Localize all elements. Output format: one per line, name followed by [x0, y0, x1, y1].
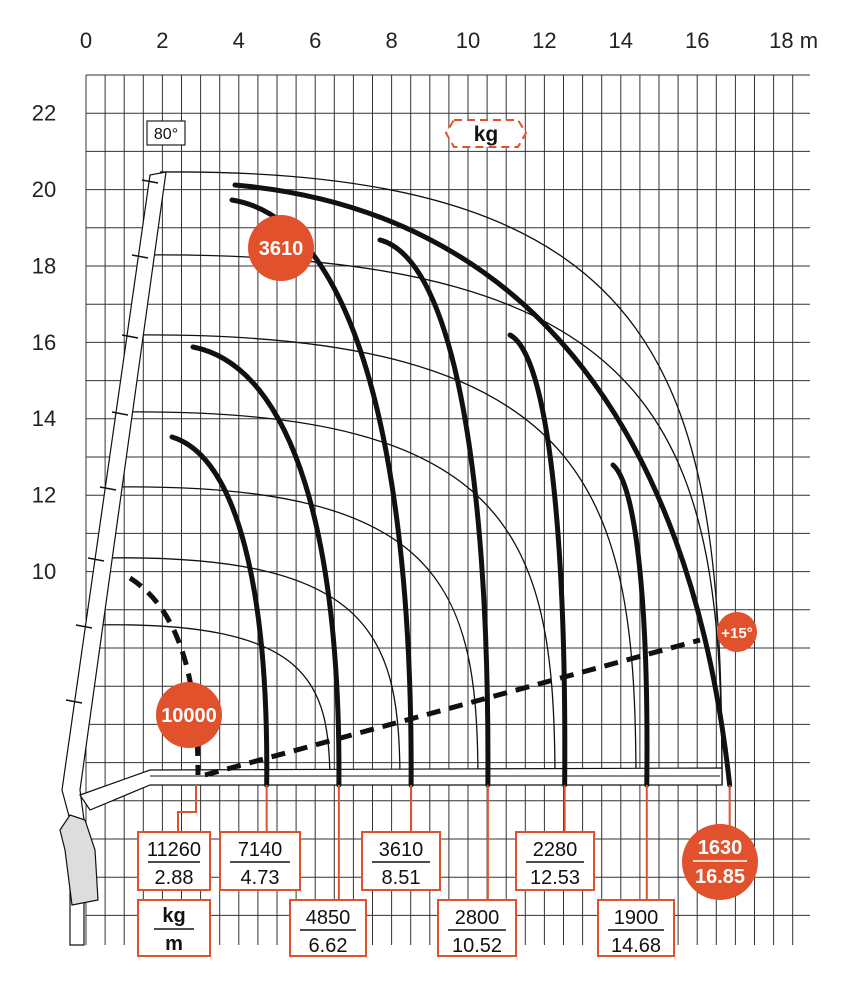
load-boxes: [138, 832, 674, 957]
load-box-m: 12.53: [529, 867, 581, 889]
connector-line: [178, 785, 196, 832]
y-tick-label: 10: [31, 559, 57, 584]
boom-arc: [100, 558, 400, 785]
y-tick-label: 16: [31, 329, 57, 355]
load-box-kg: 3610: [378, 839, 424, 861]
badge-max-m: 16.85: [694, 866, 746, 888]
badge-max-reach: [682, 824, 758, 900]
x-axis-ticks: [80, 28, 818, 53]
x-tick-label: 6: [309, 28, 322, 53]
y-tick-label: 12: [31, 482, 57, 508]
unit-badge: [446, 120, 526, 147]
load-box-kg: 1900: [613, 907, 659, 929]
axes: [32, 28, 818, 584]
horizontal-boom: [80, 768, 722, 810]
plus15-dashed: [205, 640, 700, 775]
badge-10000: [156, 682, 222, 748]
legend-m: m: [165, 933, 183, 955]
grid: [86, 75, 810, 945]
badge-plus15: [717, 612, 757, 652]
y-tick-label: 20: [31, 177, 57, 202]
load-box-kg: 7140: [237, 839, 283, 861]
badge-3610-text: 3610: [258, 238, 304, 260]
max-angle-text: 80°: [153, 126, 179, 143]
load-box-kg: 11260: [146, 839, 202, 861]
y-tick-label: 14: [31, 406, 57, 432]
legend-kg: kg: [162, 905, 186, 927]
y-tick-label: 18: [31, 253, 57, 279]
load-curve: [510, 335, 565, 785]
load-box-kg: 4850: [305, 907, 351, 929]
y-axis-ticks: [32, 101, 56, 584]
boom-arc: [160, 172, 722, 785]
load-box-kg: 2280: [532, 839, 578, 861]
load-box-m: 2.88: [154, 867, 194, 889]
load-curve: [232, 200, 411, 785]
crane-base: [60, 815, 98, 905]
x-tick-label: 14: [608, 28, 634, 53]
badge-max-kg: 1630: [697, 837, 743, 859]
load-curve-outer: [235, 185, 730, 785]
badge-plus15-text: +15°: [721, 625, 753, 642]
legend-box: [138, 900, 210, 956]
y-tick-label: 22: [31, 100, 57, 126]
limit-lines: [130, 578, 700, 775]
load-box-m: 4.73: [240, 867, 280, 889]
badge-3610: [248, 215, 314, 281]
x-tick-label: 10: [455, 28, 481, 53]
x-tick-label: 0: [79, 28, 93, 53]
x-tick-label: 12: [532, 28, 557, 53]
load-curves: [172, 185, 730, 785]
x-tick-label: 8: [385, 28, 398, 53]
load-box-m: 14.68: [610, 935, 662, 957]
badge-10000-text: 10000: [161, 705, 217, 727]
max-angle-label: [147, 121, 185, 145]
x-tick-label: 18 m: [769, 28, 819, 53]
x-tick-label: 2: [156, 28, 169, 53]
x-tick-label: 4: [232, 28, 245, 53]
unit-badge-text: kg: [473, 123, 499, 146]
load-box-m: 8.51: [381, 867, 421, 889]
x-tick-label: 16: [684, 28, 710, 53]
boom-arc: [110, 487, 478, 785]
load-curve: [613, 465, 647, 785]
load-box-m: 6.62: [308, 935, 348, 957]
load-box-m: 10.52: [451, 935, 503, 957]
load-box-kg: 2800: [454, 907, 500, 929]
